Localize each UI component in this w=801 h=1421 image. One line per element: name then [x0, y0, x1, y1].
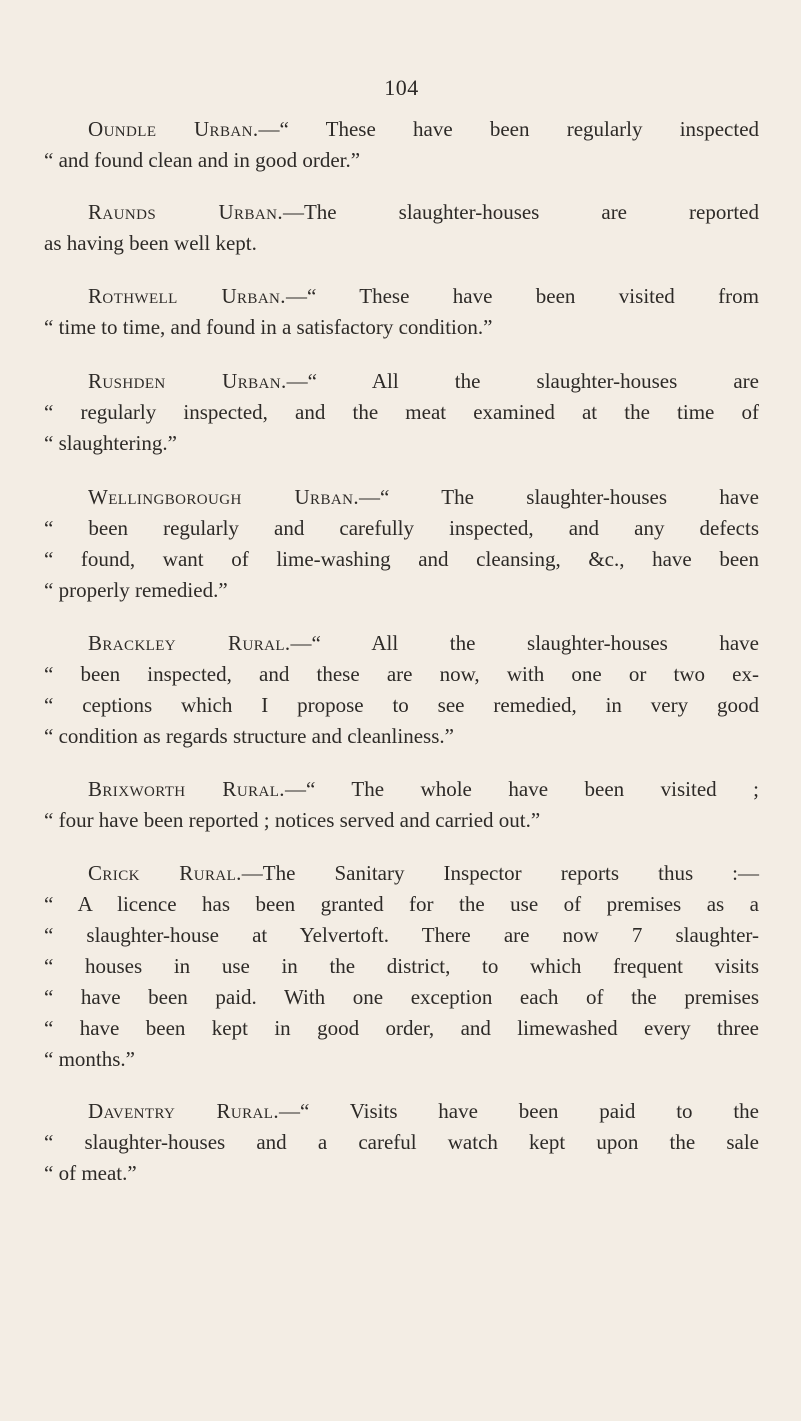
paragraph-line: “ of meat.”	[44, 1161, 137, 1185]
paragraph-line: as having been well kept.	[44, 231, 257, 255]
paragraph-line: “ found, want of lime-washing and cleansing, &c., have been	[44, 547, 759, 571]
district-heading: Wellingborough Urban.	[88, 485, 359, 509]
district-heading: Daventry Rural.	[88, 1099, 279, 1123]
paragraph-brixworth-rural	[44, 774, 759, 836]
paragraph-line	[44, 774, 759, 805]
paragraph-line: “ slaughter-house at Yelvertoft. There are now 7 slaughter-	[44, 923, 759, 947]
paragraph-line: “ have been kept in good order, and limewashed every three	[44, 1016, 759, 1040]
paragraph-line	[44, 281, 759, 312]
district-heading: Raunds Urban.	[88, 200, 283, 224]
paragraph-line	[44, 366, 759, 397]
paragraph-line: “ ceptions which I propose to see remedied, in very good	[44, 693, 759, 717]
paragraph-line: “ houses in use in the district, to which frequent visits	[44, 954, 759, 978]
paragraph-line: “ and found clean and in good order.”	[44, 148, 361, 172]
district-heading: Rothwell Urban.	[88, 284, 286, 308]
paragraph-line: “ been regularly and carefully inspected, and any defects	[44, 516, 759, 540]
paragraph-line: “ slaughter-houses and a careful watch kept upon the sale	[44, 1130, 759, 1154]
district-heading: Brixworth Rural.	[88, 777, 285, 801]
district-heading: Oundle Urban.	[88, 117, 259, 141]
paragraph-wellingborough-urban	[44, 482, 759, 606]
paragraph-crick-rural	[44, 858, 759, 1075]
paragraph-brackley-rural	[44, 628, 759, 752]
paragraph-raunds-urban	[44, 197, 759, 259]
district-heading: Crick Rural.	[88, 861, 242, 885]
paragraph-line: “ time to time, and found in a satisfactory condition.”	[44, 315, 493, 339]
paragraph-daventry-rural	[44, 1096, 759, 1189]
line-text: —“ All the slaughter-houses have	[290, 631, 759, 655]
line-text: —“ Visits have been paid to the	[278, 1099, 760, 1123]
line-text: —“ The slaughter-houses have	[358, 485, 759, 509]
page-number: 104	[384, 75, 419, 100]
paragraph-line: “ four have been reported ; notices served and carried out.”	[44, 808, 541, 832]
paragraph-line: “ months.”	[44, 1047, 135, 1071]
paragraph-line	[44, 482, 759, 513]
line-text: —“ The whole have been visited ;	[284, 777, 760, 801]
district-heading: Brackley Rural.	[88, 631, 291, 655]
paragraph-line: “ condition as regards structure and cleanliness.”	[44, 724, 454, 748]
paragraph-line	[44, 114, 759, 145]
line-text: —“ These have been regularly inspected	[258, 117, 760, 141]
paragraph-line	[44, 197, 759, 228]
paragraph-line	[44, 1096, 759, 1127]
paragraph-oundle-urban	[44, 114, 759, 176]
paragraph-line: “ regularly inspected, and the meat examined at the time of	[44, 400, 759, 424]
paragraph-rothwell-urban	[44, 281, 759, 343]
paragraph-line: “ A licence has been granted for the use of premises as a	[44, 892, 759, 916]
paragraph-line: “ have been paid. With one exception each of the premises	[44, 985, 759, 1009]
paragraph-line: “ slaughtering.”	[44, 431, 177, 455]
paragraph-rushden-urban	[44, 366, 759, 459]
district-heading: Rushden Urban.	[88, 369, 287, 393]
paragraph-line: “ properly remedied.”	[44, 578, 228, 602]
paragraph-line	[44, 858, 759, 889]
paragraph-line: “ been inspected, and these are now, with one or two ex-	[44, 662, 759, 686]
line-text: —“ These have been visited from	[285, 284, 759, 308]
line-text: —“ All the slaughter-houses are	[286, 369, 759, 393]
paragraph-line	[44, 628, 759, 659]
line-text: —The slaughter-houses are reported	[282, 200, 759, 224]
line-text: —The Sanitary Inspector reports thus :—	[241, 861, 760, 885]
